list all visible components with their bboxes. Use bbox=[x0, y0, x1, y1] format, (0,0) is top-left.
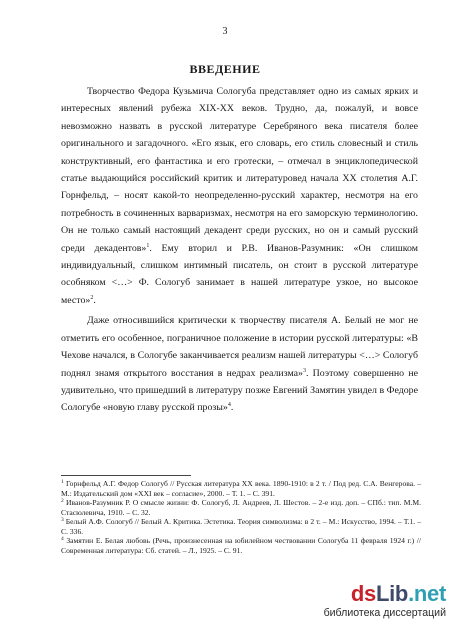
footnote bbox=[61, 479, 421, 498]
chapter-title: ВВЕДЕНИЕ bbox=[189, 62, 261, 76]
logo-part: Lib bbox=[375, 581, 409, 606]
footnote-separator bbox=[61, 475, 191, 476]
footnote bbox=[61, 517, 421, 536]
footnotes bbox=[61, 479, 421, 555]
footnote-number: 3 bbox=[61, 517, 64, 523]
paragraph-text: . bbox=[230, 402, 234, 414]
footnote-ref[interactable]: 2 bbox=[90, 294, 94, 301]
page-number: 3 bbox=[222, 26, 228, 37]
footnote-ref[interactable]: 3 bbox=[302, 367, 306, 374]
footnote bbox=[61, 498, 421, 517]
paragraph-text: . Ему вторил и Р.В. Иванов-Разумник: «Он слишком индивидуальный, слишком интимный писатель, он стоит в русской литературе особняком <…> Ф. Сологуб занимает в нашей литературе узкое, но высокое место» bbox=[61, 242, 418, 306]
paragraph-text: . Поэтому совершенно не удивительно, что пришедший в литературу позже Евгений Замятин увидел в Федоре Сологубе «новую главу русской прозы» bbox=[61, 367, 418, 414]
footnote-text: Иванов-Разумник Р. О смысле жизни: Ф. Сологуб, Л. Андреев, Л. Шестов. – 2-е изд. доп. – СПб.: тип. М.М. Стасюлевича, 1910. – С. 32. bbox=[61, 498, 421, 517]
logo-part: ds bbox=[350, 581, 376, 606]
footnote-number: 1 bbox=[61, 479, 64, 485]
dslib-logo[interactable] bbox=[331, 582, 446, 606]
footnote-ref[interactable]: 1 bbox=[146, 242, 150, 249]
paragraph-text: Творчество Федора Кузьмича Сологуба представляет одно из самых ярких и интересных явлений рубежа XIX-XX веков. Трудно, да, пожалуй, и вовсе невозможно назвать в русской литературе Серебряного века писателя более оригинального и загадочного. «Его язык, его словарь, его стиль словесный и стиль конструктивный, его фантастика и его гротески, – отмечал в энциклопедической статье выдающийся российский критик и литературовед начала XX столетия А.Г. Горнфельд, – носят какой-то неопределенно-русский характер, несмотря на его потребность в сочиненных варваризмах, несмотря на его заморскую терминологию. Он не только самый настоящий декадент среди русских, но он и самый русский среди декадентов» bbox=[61, 86, 418, 254]
footnote-text: Замятин Е. Белая любовь (Речь, произнесенная на юбилейном чествовании Сологуба 11 февраля 1924 г.) // Современная литература: Сб. статей. – Л., 1925. – С. 91. bbox=[61, 536, 421, 555]
paragraph-text: Даже относившийся критически к творчеству писателя А. Белый не мог не отметить его особенное, пограничное положение в истории русской литературы: «В Чехове начался, в Сологубе заканчивается реализм нашей литературы <…> Сологуб поднял знамя открытого восстания в недрах реализма» bbox=[61, 315, 418, 379]
footnote-text: Белый А.Ф. Сологуб // Белый А. Критика. Эстетика. Теория символизма: в 2 т. – М.: Искусство, 1994. – Т.1. – С. 336. bbox=[61, 517, 421, 536]
logo-part: .net bbox=[408, 581, 446, 606]
footnote-ref[interactable]: 4 bbox=[227, 402, 231, 409]
footnote-number: 2 bbox=[61, 498, 64, 504]
footnote bbox=[61, 536, 421, 555]
dslib-watermark[interactable] bbox=[290, 579, 450, 627]
paragraph-2 bbox=[61, 312, 418, 416]
paragraph-text: . bbox=[93, 294, 96, 306]
main-text bbox=[61, 83, 418, 417]
watermark-subtitle: библиотека диссертаций bbox=[323, 607, 446, 619]
paragraph-1 bbox=[61, 83, 418, 309]
footnote-text: Горнфельд А.Г. Федор Сологуб // Русская литература XX века. 1890-1910: в 2 т. / Под ред. С.А. Венгерова. – М.: Издательский дом «XXI век – согласие», 2000. – Т. 1. – С. 391. bbox=[61, 479, 421, 498]
footnote-number: 4 bbox=[61, 536, 64, 542]
